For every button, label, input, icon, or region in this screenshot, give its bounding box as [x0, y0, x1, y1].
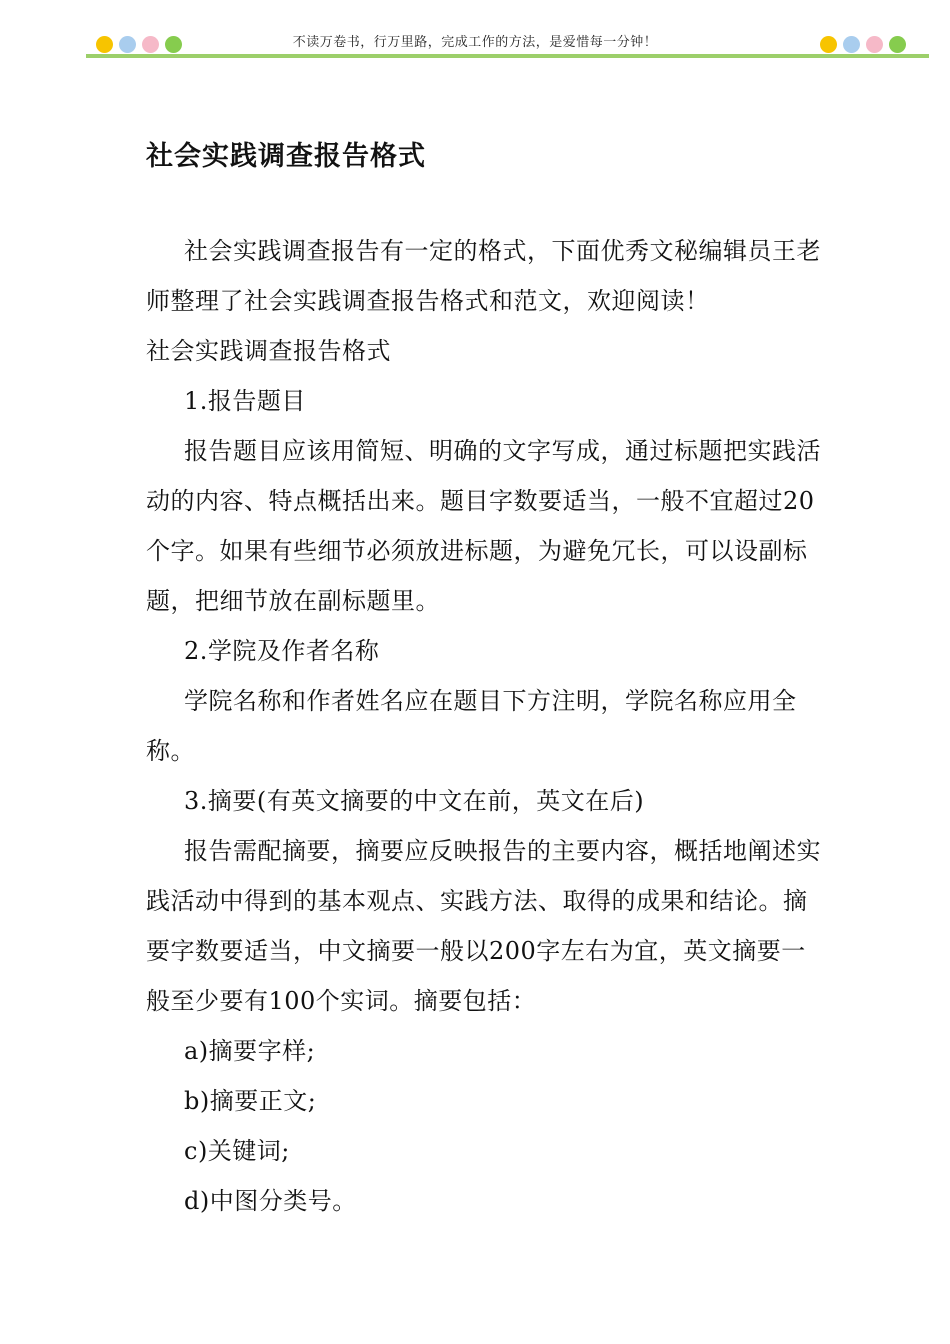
body-paragraph: 学院名称和作者姓名应在题目下方注明，学院名称应用全称。: [146, 687, 797, 765]
body-paragraph: 2.学院及作者名称: [184, 637, 380, 665]
blue-dot-icon: [843, 36, 860, 53]
decorative-dots-right: [820, 36, 912, 53]
body-paragraph: c)关键词;: [184, 1137, 290, 1165]
body-paragraph: 报告题目应该用简短、明确的文字写成，通过标题把实践活动的内容、特点概括出来。题目字数要适当，一般不宜超过20个字。如果有些细节必须放进标题，为避免冗长，可以设副标题，把细节放在副标题里。: [146, 437, 821, 615]
body-paragraph: 3.摘要(有英文摘要的中文在前，英文在后): [184, 787, 645, 815]
pink-dot-icon: [866, 36, 883, 53]
body-paragraph: 1.报告题目: [184, 387, 306, 415]
header-motto: 不读万卷书，行万里路，完成工作的方法，是爱惜每一分钟！: [292, 35, 658, 50]
green-dot-icon: [889, 36, 906, 53]
body-paragraph: b)摘要正文;: [184, 1087, 317, 1115]
document-title: 社会实践调查报告格式: [146, 141, 426, 172]
page-header: [0, 0, 950, 60]
body-paragraph: 社会实践调查报告有一定的格式，下面优秀文秘编辑员王老师整理了社会实践调查报告格式和范文，欢迎阅读！: [146, 237, 821, 315]
body-paragraph: 报告需配摘要，摘要应反映报告的主要内容，概括地阐述实践活动中得到的基本观点、实践方法、取得的成果和结论。摘要字数要适当，中文摘要一般以200字左右为宜，英文摘要一般至少要有100个实词。摘要包括：: [146, 837, 821, 1015]
body-paragraph: a)摘要字样;: [184, 1037, 316, 1065]
yellow-dot-icon: [820, 36, 837, 53]
document-body: [146, 226, 826, 1226]
header-rule: [86, 54, 929, 58]
body-paragraph: d)中图分类号。: [184, 1187, 357, 1215]
body-paragraph: 社会实践调查报告格式: [146, 337, 391, 365]
